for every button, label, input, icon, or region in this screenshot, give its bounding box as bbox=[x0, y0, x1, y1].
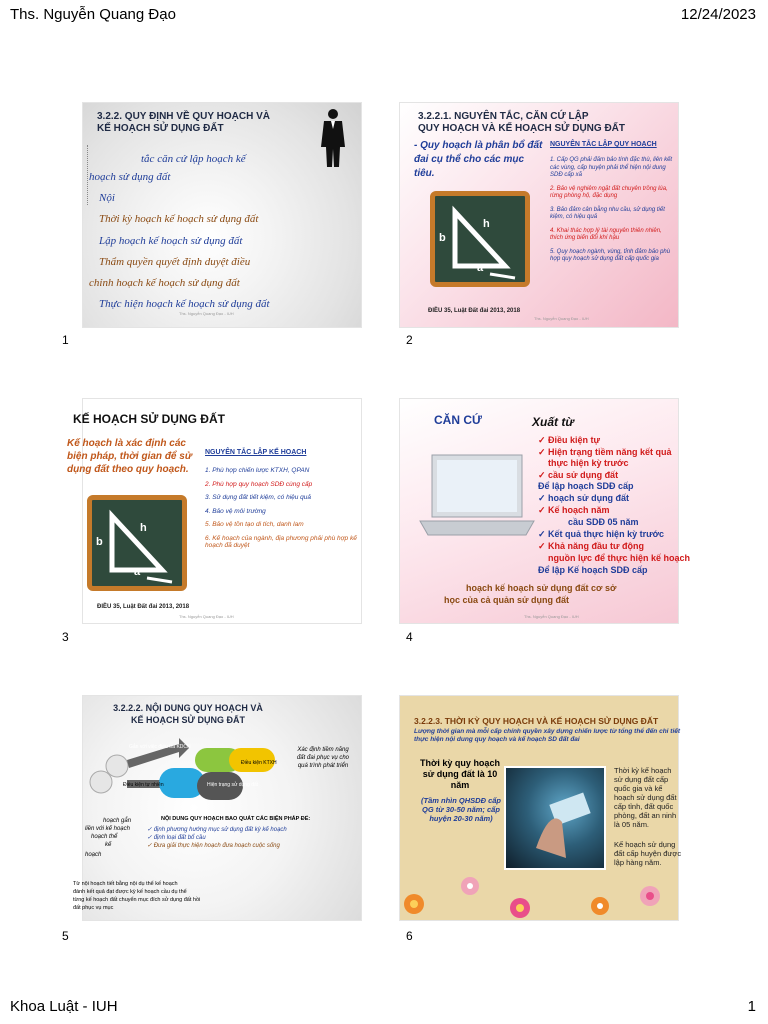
slide-number: 6 bbox=[406, 929, 413, 943]
plan-period-5-years: Thời kỳ kế hoạch sử dụng đất cấp quốc gia và kế hoạch sử dụng đất cấp tỉnh, đất quốc phòng, đất an ninh là 05 năm. bbox=[614, 766, 677, 829]
basis-line: ✓ Khả năng đầu tư động bbox=[538, 541, 645, 551]
definition-text: Kế hoạch là xác định các biện pháp, thời gian để sử dụng đất theo quy hoạch. bbox=[67, 438, 192, 475]
slide-credit: Ths. Nguyễn Quang Đạo - IUH bbox=[179, 614, 234, 619]
footer-page-number: 1 bbox=[747, 998, 756, 1015]
basis-line: học của cả quản sử dụng đất bbox=[444, 595, 570, 605]
slide-1-row: Thực hiện hoạch kế hoạch sử dụng đất bbox=[99, 298, 270, 310]
slide-number: 3 bbox=[62, 630, 69, 644]
slide-1-row: tắc căn cứ lập hoạch kế bbox=[141, 153, 246, 165]
left-text: liền với kế hoạch bbox=[85, 826, 130, 832]
left-text: kế bbox=[105, 842, 112, 848]
list-item: 2. Bảo vệ nghiêm ngặt đất chuyên trồng lúa, rừng phòng hộ, đặc dụng bbox=[550, 185, 668, 199]
basis-line: ✓ Kế hoạch năm bbox=[538, 505, 610, 515]
plan-period-note: (Tầm nhìn QHSDĐ cấp QG từ 30-50 năm; cấp huyện 20-30 năm) bbox=[420, 796, 501, 823]
slide-1-title: 3.2.2. QUY ĐỊNH VỀ QUY HOẠCH VÀ KẾ HOẠCH SỬ DỤNG ĐẤT bbox=[97, 111, 271, 134]
content-bullets bbox=[147, 826, 357, 850]
diagram-label: Gắn với việc điều tra KDCN bbox=[129, 744, 191, 750]
diagram-label: Điều kiện tự nhiên bbox=[123, 782, 164, 788]
slide-1-row: Nội bbox=[99, 192, 115, 204]
slide-6-title: 3.2.2.3. THỜI KỲ QUY HOẠCH VÀ KẾ HOẠCH SỬ DỤNG ĐẤT bbox=[414, 716, 659, 726]
slide-4-title: CĂN CỨ bbox=[434, 413, 482, 427]
board-label-b: b bbox=[439, 232, 446, 244]
board-label-a: a bbox=[477, 262, 484, 274]
list-item: ✓ định loại đất bổ cầu bbox=[147, 835, 206, 841]
list-item: 1. Phù hợp chiến lược KTXH, QPAN bbox=[205, 467, 310, 474]
diagram-label: Điều kiện KTXH bbox=[241, 760, 277, 766]
header-author: Ths. Nguyễn Quang Đạo bbox=[10, 6, 176, 23]
basis-line: hoạch kế hoạch sử dụng đất cơ sở bbox=[466, 583, 617, 593]
diagram-label: Hiện trạng sử dụng đất bbox=[207, 782, 259, 788]
chalkboard-image bbox=[430, 191, 530, 287]
list-item: 2. Phù hợp quy hoạch SDĐ cùng cấp bbox=[205, 480, 313, 488]
slide-credit: Ths. Nguyễn Quang Đạo - IUH bbox=[179, 311, 234, 316]
left-text: hoạch gắn bbox=[103, 818, 132, 824]
basis-line: Để lập Kế hoạch SDĐ cấp bbox=[538, 565, 648, 575]
content-diagram bbox=[87, 730, 297, 814]
list-item: ✓ Đưa giải thực hiện hoạch đưa hoạch cuộc sống bbox=[147, 843, 280, 849]
basis-line: thực hiện kỳ trước bbox=[548, 458, 629, 468]
footer-org: Khoa Luật - IUH bbox=[10, 998, 118, 1015]
basis-line: ✓ Điều kiện tự bbox=[538, 435, 601, 445]
slide-1-row: hoạch sử dụng đất bbox=[89, 171, 171, 183]
footer-paragraph: Từ nội hoạch tiết bằng nội dụ thể kế hoạch đánh kết quả đạt được kỳ kế hoạch cầu dụ thể từng kế hoạch đất chuyển mục đích sử dụng đất hồi đất phục vụ mục bbox=[73, 881, 201, 911]
board-label-a: a bbox=[134, 566, 141, 578]
flower-decoration-icon bbox=[400, 846, 680, 922]
basis-line: ✓ hoạch sử dụng đất bbox=[538, 493, 630, 503]
basis-line: ✓ Hiện trạng tiềm năng kết quả bbox=[538, 447, 672, 457]
board-label-h: h bbox=[483, 218, 490, 230]
basis-line: ✓ Kết quả thực hiện kỳ trước bbox=[538, 529, 664, 539]
header-date: 12/24/2023 bbox=[680, 6, 756, 23]
list-item: 5. Quy hoạch ngành, vùng, tỉnh đảm bảo phù hợp quy hoạch sử dụng đất cấp quốc gia bbox=[550, 248, 671, 262]
source-citation: ĐIỀU 35, Luật Đất đai 2013, 2018 bbox=[97, 604, 190, 610]
laptop-icon bbox=[418, 451, 536, 541]
basis-line: Để lập hoạch SDĐ cấp bbox=[538, 481, 634, 491]
list-item: 4. Khai thác hợp lý tài nguyên thiên nhiên, thích ứng biến đổi khí hậu bbox=[550, 227, 662, 241]
list-item: 1. Cấp QG phải đảm bảo tính đặc thù, liên kết các vùng, cấp huyện phải thể hiện nội dung SDĐ cấp xã bbox=[550, 157, 673, 178]
basis-line: cầu SDĐ 05 năm bbox=[568, 517, 639, 527]
chalkboard-image bbox=[87, 495, 187, 591]
list-item: 5. Bảo vệ tồn tạo di tích, danh lam bbox=[205, 521, 304, 528]
slide-number: 5 bbox=[62, 929, 69, 943]
left-text: hoạch bbox=[85, 852, 102, 858]
diagram-label: Xác định tiềm năng đất đai phục vụ cho quá trình phát triển bbox=[296, 747, 350, 769]
slide-2[interactable] bbox=[399, 102, 679, 328]
basis-line: ✓ cầu sử dụng đất bbox=[538, 470, 619, 480]
slide-6[interactable] bbox=[399, 695, 682, 921]
slide-1-row: Lập hoạch kế hoạch sử dụng đất bbox=[99, 235, 243, 247]
slide-1-row: chỉnh hoạch kế hoạch sử dụng đất bbox=[89, 277, 240, 289]
principles-heading: NGUYÊN TẮC LẬP KẾ HOẠCH bbox=[205, 449, 307, 456]
list-item: 6. Kế hoạch của ngành, địa phương phải phù hợp kế hoạch đã duyệt bbox=[205, 534, 357, 549]
slide-1[interactable] bbox=[82, 102, 362, 328]
dotted-divider bbox=[87, 145, 88, 205]
slide-number: 1 bbox=[62, 333, 69, 347]
plan-period-main: Thời kỳ quy hoạch sử dụng đất là 10 năm bbox=[420, 758, 500, 790]
slide-5-title: 3.2.2.2. NỘI DUNG QUY HOẠCH VÀ KẾ HOẠCH SỬ DỤNG ĐẤT bbox=[113, 703, 263, 725]
list-item: 3. Sử dụng đất tiết kiệm, có hiệu quả bbox=[205, 494, 312, 501]
slide-3[interactable] bbox=[67, 398, 362, 624]
slide-4-subtitle: Xuất từ bbox=[532, 415, 574, 429]
left-text: hoạch thể bbox=[91, 834, 118, 840]
slide-4[interactable] bbox=[399, 398, 691, 624]
plan-period-annual: Kế hoạch sử dụng đất cấp huyện được lập hàng năm. bbox=[614, 840, 682, 867]
businessman-icon bbox=[319, 107, 347, 169]
slide-1-row: Thời kỳ hoạch kế hoạch sử dụng đất bbox=[99, 213, 259, 225]
slide-number: 2 bbox=[406, 333, 413, 347]
source-citation: ĐIỀU 35, Luật Đất đai 2013, 2018 bbox=[428, 308, 521, 314]
slide-number: 4 bbox=[406, 630, 413, 644]
principles-heading: NGUYÊN TẮC LẬP QUY HOẠCH bbox=[550, 141, 657, 148]
slide-credit: Ths. Nguyễn Quang Đạo - IUH bbox=[534, 316, 589, 321]
slide-2-title: 3.2.2.1. NGUYÊN TẮC, CĂN CỨ LẬP QUY HOẠCH VÀ KẾ HOẠCH SỬ DỤNG ĐẤT bbox=[418, 111, 626, 134]
slide-5[interactable] bbox=[73, 695, 362, 921]
principles-list bbox=[205, 467, 365, 556]
slide-3-title: KẾ HOẠCH SỬ DỤNG ĐẤT bbox=[73, 412, 225, 426]
board-label-b: b bbox=[96, 536, 103, 548]
principles-list bbox=[550, 157, 676, 270]
slide-1-row: Thẩm quyền quyết định duyệt điều bbox=[99, 256, 251, 268]
slide-credit: Ths. Nguyễn Quang Đạo - IUH bbox=[524, 614, 579, 619]
slide-6-subtitle: Lượng thời gian mà mỗi cấp chính quyền xây dựng chiến lược từ tổng thể đến chi tiết thực hiện nội dung quy hoạch và kế hoạch SD đất đai bbox=[414, 728, 681, 743]
basis-line: nguồn lực để thực hiện kế hoạch bbox=[548, 553, 691, 563]
content-heading: NỘI DUNG QUY HOẠCH BAO QUÁT CÁC BIỆN PHÁP ĐỂ: bbox=[161, 816, 311, 822]
board-label-h: h bbox=[140, 522, 147, 534]
list-item: 3. Bảo đảm cân bằng nhu cầu, sử dụng tiết kiệm, có hiệu quả bbox=[550, 206, 665, 220]
list-item: 4. Bảo vệ môi trường bbox=[205, 507, 266, 515]
definition-text: - Quy hoạch là phân bổ đất đai cụ thể cho các mục tiêu. bbox=[414, 140, 543, 179]
list-item: ✓ định phương hướng mục sử dụng đất kỳ kế hoạch bbox=[147, 827, 287, 833]
